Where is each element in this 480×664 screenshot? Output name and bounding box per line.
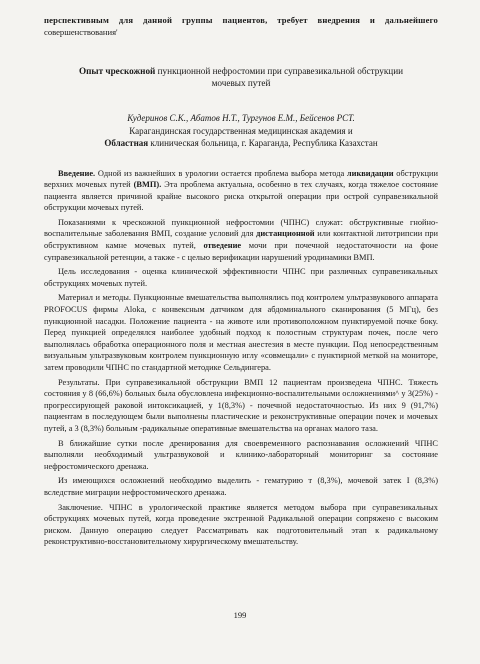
paragraph-methods: Материал и методы. Пункционные вмешательства выполнялись под контролем ультразвукового аппарата PROFOCUS фирмы Aloka, с конвексным датчиком для абдоминального сканирования (5 МГц), без пункционной насадки. Положение пациента - на животе или противоположном пунктируемой почке боку. Перед пункцией определялся наиболее удобный подход к полостным структурам почек, после чего выполнялась обработка операционного поля и местная анестезия в месте пункции. Под непосредственным визуальным ультразвуковым контролем пункционную иглу «совмещали» с пунктирной меткой на мониторе, затем проводили ЧПНС по стандартной методике Сельдингера. [44,293,438,372]
bold-run: ликвидации [346,168,394,178]
paragraph-monitoring: В ближайшие сутки после дренирования для своевременного распознавания осложнений ЧПНС выполняли необходимый ультразвуковой и клинико-лабораторный мониторинг за состояние нефростомического дренажа. [44,438,438,471]
title-rest: пункционной нефростомии при суправезикальной обструкции мочевых путей [155,66,404,88]
page-number: 199 [233,610,247,620]
text-run: или контактной литотрипсии при обструктивном камне мочевых путей, [44,229,438,251]
hospital-bold: Областная [104,138,149,148]
text-run: Показаниями к чрескожной пункционной нефростомии (ЧПНС) служат: обструктивные гнойно-воспалительные заболевания ВМП, создание условий для [44,217,438,239]
paragraph-aim: Цель исследования - оценка клинической эффективности ЧПНС при различных суправезикальных обструкциях мочевых путей. [44,267,438,288]
bold-run: (ВМП). [133,180,162,190]
paragraph-results: Результаты. При суправезикальной обструкции ВМП 12 пациентам произведена ЧПНС. Тяжесть состояния у 8 (66,6%) больных была обусловлена инфекционно-воспалительными осложнениями^ у 3(25%) - прогрессирующей раковой интоксикацией, у 1(8,3%) - почечной недостаточностью. Из них 9 (91,7%) пациентам в последующем были выполнены пластические и реконструктивные операции почек и мочевых путей, а 3 (8,3%) больным -радикальные оперативные вмешательства на органах малого таза. [44,377,438,433]
paragraph-conclusion: Заключение. ЧПНС в урологической практике является методом выбора при суправезикальных обструкциях мочевых путей, когда проведение экстренной Радикальной операции сопряжено с высоким риском. Данную операцию следует Рассматривать как подготовительный этап к радикальному реконструктивно-восстановительному хирургическому вмешательству. [44,502,438,547]
hospital-rest: клиническая больница, г. Караганда, Республика Казахстан [148,138,378,148]
affiliation-academy: Карагандинская государственная медицинская академия и [129,125,353,136]
article-body [44,168,438,548]
authors-block [44,112,438,150]
text-run: обструкции верхних мочевых путей [44,168,438,190]
paragraph-introduction [44,168,438,214]
bold-run: Введение. [58,168,96,178]
text-run: мочи при почечной недостаточности на фоне суправезикальной ретенции, а также - с целью верификации нарушений уродинамики ВМП. [44,241,439,262]
author-names: Кудеринов С.К., Абатов Н.Т., Тургунов Е.М., Бейсенов РСТ. [127,113,355,123]
previous-text-continuation [44,14,438,38]
paragraph-complications: Из имеющихся осложнений необходимо выделить - гематурию т (8,3%), мочевой затек I (8,3%) вследствие миграции нефростомического дренажа. [44,476,438,497]
affiliation-hospital [44,137,438,150]
paragraph-indications [44,217,438,263]
text-run: Эта проблема актуальна, особенно в тех случаях, когда тяжелое состояние пациента является причиной крайне высокого риска открытой операции при острой суправезикальной обструкции мочевых путей. [44,180,438,213]
bold-run: отведение [203,241,242,251]
text-run: Одной из важнейших в урологии остается проблема выбора метода [95,168,347,178]
continuation-line-1: перспективным для данной группы пациентов, требует внедрения и дальнейшего [44,15,438,25]
article-title [44,65,438,89]
title-bold-part: Опыт чрескожной [78,66,156,76]
bold-run: дистанционной [256,229,315,239]
continuation-line-2: совершенствования' [44,27,118,37]
